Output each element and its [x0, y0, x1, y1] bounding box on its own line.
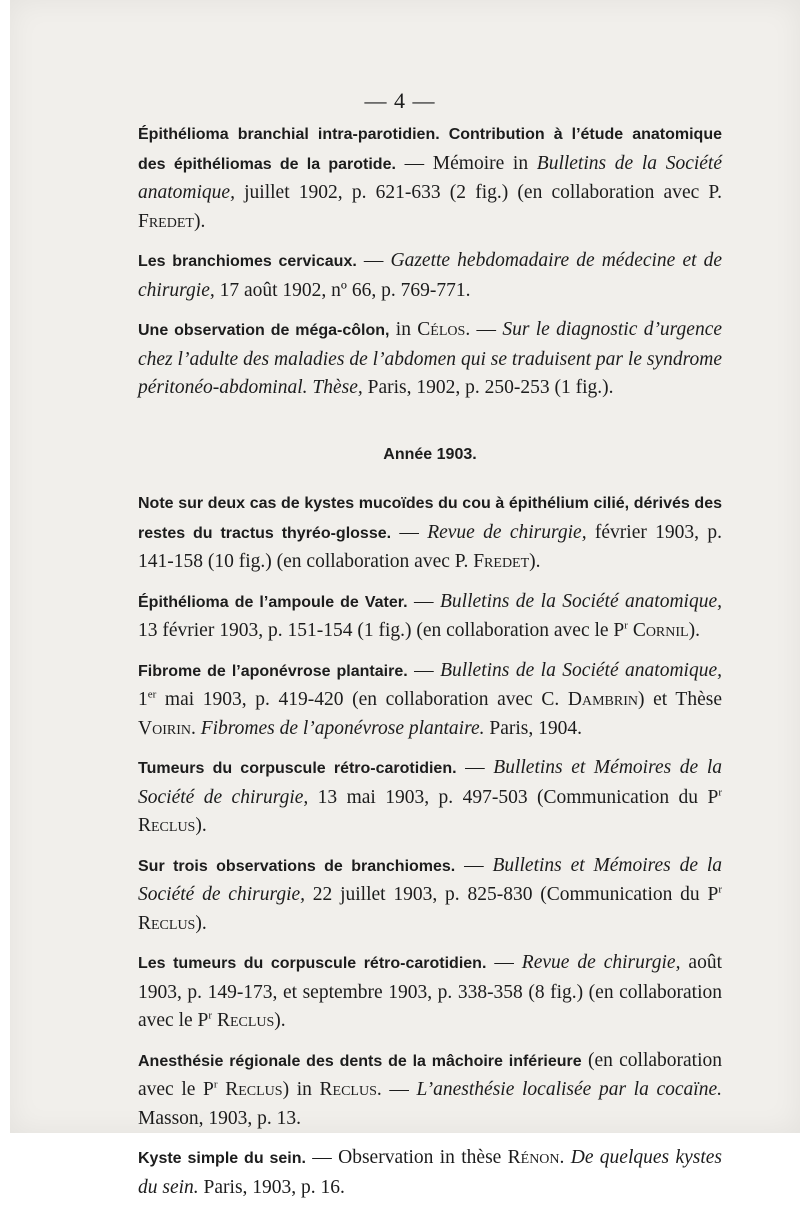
entry-author: Rénon: [507, 1147, 560, 1168]
entry-sup: r: [624, 619, 628, 632]
entry-separator: —: [356, 250, 391, 271]
entry-fibrome-aponevrose: [138, 657, 722, 744]
entry-title: Une observation de méga-côlon,: [138, 322, 390, 339]
entry-author: Reclus: [225, 1079, 283, 1100]
entry-details: 13 février 1903, p. 151-154 (1 fig.) (en collaboration avec le P: [138, 620, 625, 641]
entry-author: Reclus: [216, 1010, 275, 1031]
entry-details: — Observation in thèse: [305, 1147, 508, 1168]
entry-kyste-sein: [138, 1144, 722, 1202]
entry-title: Tumeurs du corpuscule rétro-carotidien.: [138, 760, 457, 777]
entry-details: (en collaboration avec le P: [138, 1049, 723, 1100]
entry-sup: r: [208, 1009, 213, 1022]
entry-author: Fredet: [473, 551, 530, 572]
entry-separator: — Mémoire in: [395, 152, 537, 174]
entry-title: Anesthésie régionale des dents de la mâchoire inférieure: [138, 1052, 582, 1070]
entry-details: juillet 1902, p. 621-633 (2 fig.) (en collaboration avec P.: [234, 182, 722, 203]
entry-kystes-mucoides: [138, 489, 722, 577]
entry-anesthesie-regionale: [138, 1047, 722, 1134]
entry-journal: Bulletins et Mémoires de la Société de chirurgie,: [138, 757, 723, 808]
entry-journal: Revue de chirurgie,: [521, 952, 681, 973]
entry-details: ) in: [282, 1079, 320, 1100]
entry-details: 1: [138, 689, 148, 710]
entry-separator: —: [407, 590, 440, 612]
entry-sup: r: [213, 1078, 218, 1091]
entry-journal: Bulletins de la Société anatomique,: [138, 152, 723, 203]
entry-journal: Bulletins de la Société anatomique,: [440, 659, 722, 681]
entry-author: Voirin: [138, 717, 191, 739]
entry-details: mai 1903, p. 419-420 (en collaboration avec C.: [156, 689, 568, 710]
entry-end: ).: [688, 620, 700, 641]
entry-journal: Bulletins de la Société anatomique,: [440, 590, 723, 612]
entry-author: Cornil: [632, 620, 689, 641]
entry-journal: L’anesthésie localisée par la cocaïne.: [416, 1079, 722, 1100]
entry-author: Reclus: [319, 1079, 377, 1100]
entry-details: 13 mai 1903, p. 497-503 (Communication du P: [308, 786, 719, 808]
entry-title: Note sur deux cas de kystes mucoïdes du cou à épithélium cilié, dérivés des restes du tractus thyréo-glosse.: [138, 495, 722, 542]
entry-author: Reclus: [138, 912, 196, 934]
entry-separator: —: [455, 854, 493, 876]
entry-sup: r: [718, 786, 722, 798]
entry-les-tumeurs-corpuscule: [138, 949, 722, 1036]
entry-details: 17 août 1902, nº 66, p. 769-771.: [214, 279, 471, 301]
entry-title: Kyste simple du sein.: [138, 1150, 306, 1167]
entry-separator: .: [559, 1147, 571, 1168]
entry-end: ).: [193, 210, 206, 232]
entry-branchiomes-cervicaux: [138, 247, 722, 305]
entry-details: 22 juillet 1903, p. 825-830 (Communication du P: [305, 884, 719, 905]
entry-sup: er: [147, 688, 157, 701]
entry-end: Paris, 1904.: [484, 717, 582, 739]
entry-end: ).: [195, 912, 207, 934]
entry-end: ).: [274, 1010, 286, 1031]
entry-trois-observations: [138, 852, 722, 939]
entry-details: Paris, 1902, p. 250-253 (1 fig.).: [362, 377, 614, 398]
entry-title: Épithélioma branchial intra-parotidien. Contribution à l’étude anatomique des épithéliomas de la parotide.: [138, 126, 722, 173]
entry-journal: Revue de chirurgie,: [427, 521, 587, 543]
entry-details: ) et Thèse: [638, 689, 722, 710]
entry-author: Dambrin: [567, 689, 638, 710]
entry-journal: Sur le diagnostic d’urgence chez l’adulte des maladies de l’abdomen qui se traduisent par le syndrome péritonéo-abdominal. Thèse,: [138, 319, 723, 398]
entry-separator: —: [391, 521, 428, 543]
entry-title: Les tumeurs du corpuscule rétro-carotidien.: [138, 955, 487, 972]
entry-journal: Bulletins et Mémoires de la Société de chirurgie,: [138, 854, 723, 905]
entry-separator: . —: [465, 319, 503, 340]
entry-separator: .: [190, 717, 201, 739]
entry-epithelioma-branchial: [138, 120, 722, 236]
entry-mega-colon: [138, 316, 722, 403]
entry-tumeurs-corpuscule: [138, 754, 722, 841]
entry-end: ).: [195, 815, 207, 836]
entry-author: Reclus: [138, 815, 196, 836]
entry-journal: Gazette hebdomadaire de médecine et de chirurgie,: [138, 250, 723, 301]
entry-details: février 1903, p. 141-158 (10 fig.) (en collaboration avec P.: [138, 521, 722, 572]
entry-title: Fibrome de l’aponévrose plantaire.: [138, 662, 408, 680]
entry-separator: —: [486, 952, 522, 973]
entry-journal: De quelques kystes du sein.: [138, 1147, 722, 1198]
page-number: — 4 —: [364, 88, 436, 113]
entry-ampoule-vater: [138, 588, 722, 646]
entry-end: Paris, 1903, p. 16.: [198, 1176, 345, 1198]
entry-author: Célos: [417, 319, 466, 340]
entry-author: Fredet: [138, 210, 194, 232]
year-heading: Année 1903.: [383, 445, 477, 463]
bibliography-list: [138, 120, 722, 1213]
entry-in: in: [389, 319, 418, 340]
entry-title: Les branchiomes cervicaux.: [138, 253, 357, 270]
entry-end: ).: [529, 551, 541, 572]
entry-title: Épithélioma de l’ampoule de Vater.: [138, 593, 408, 611]
entry-separator: . —: [376, 1079, 417, 1100]
entry-sup: r: [718, 883, 722, 896]
entry-end: Masson, 1903, p. 13.: [138, 1107, 302, 1129]
entry-separator: —: [407, 659, 441, 681]
entry-separator: —: [456, 757, 494, 778]
entry-details: août 1903, p. 149-173, et septembre 1903, p. 338-358 (8 fig.) (en collaboration avec le P: [138, 952, 722, 1031]
entry-journal: Fibromes de l’aponévrose plantaire.: [200, 717, 485, 739]
entry-title: Sur trois observations de branchiomes.: [138, 857, 456, 875]
